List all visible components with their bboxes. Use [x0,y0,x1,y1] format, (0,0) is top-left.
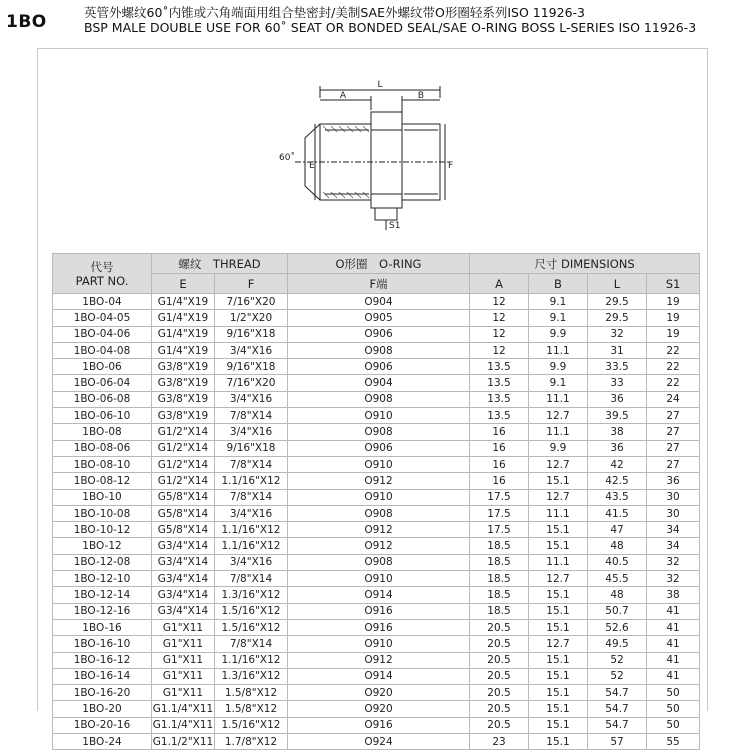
cell-oring: O910 [288,571,470,587]
cell-oring: O906 [288,326,470,342]
cell-s1: 41 [647,636,700,652]
cell-a: 16 [470,424,529,440]
cell-l: 43.5 [588,489,647,505]
cell-b: 9.9 [529,440,588,456]
cell-l: 54.7 [588,685,647,701]
cell-oring: O916 [288,717,470,733]
cell-e: G1/2"X14 [152,424,215,440]
cell-e: G3/8"X19 [152,359,215,375]
cell-a: 16 [470,473,529,489]
cell-b: 12.7 [529,571,588,587]
cell-s1: 27 [647,440,700,456]
cell-s1: 22 [647,342,700,358]
cell-s1: 32 [647,554,700,570]
header-f: F [215,274,288,294]
cell-b: 11.1 [529,424,588,440]
cell-b: 15.1 [529,603,588,619]
cell-f: 3/4"X16 [215,391,288,407]
cell-oring: O910 [288,456,470,472]
cell-a: 18.5 [470,554,529,570]
cell-oring: O914 [288,587,470,603]
cell-e: G5/8"X14 [152,522,215,538]
cell-s1: 41 [647,619,700,635]
label-a: A [339,91,347,101]
cell-part: 1BO-12 [53,538,152,554]
cell-part: 1BO-20-16 [53,717,152,733]
cell-s1: 38 [647,587,700,603]
cell-e: G1"X11 [152,668,215,684]
cell-part: 1BO-12-16 [53,603,152,619]
cell-f: 3/4"X16 [215,424,288,440]
label-s1: S1 [389,221,401,231]
cell-b: 11.1 [529,554,588,570]
cell-l: 36 [588,391,647,407]
cell-a: 13.5 [470,375,529,391]
table-row [53,375,700,391]
table-row [53,359,700,375]
cell-a: 20.5 [470,619,529,635]
cell-a: 16 [470,456,529,472]
cell-b: 15.1 [529,668,588,684]
cell-b: 12.7 [529,489,588,505]
label-f: F [448,161,454,171]
cell-oring: O908 [288,391,470,407]
header-b: B [529,274,588,294]
cell-part: 1BO-10 [53,489,152,505]
hex-flat [375,208,397,220]
table-row [53,701,700,717]
cell-part: 1BO-16-12 [53,652,152,668]
cell-l: 29.5 [588,294,647,310]
cell-a: 18.5 [470,571,529,587]
cell-s1: 30 [647,505,700,521]
cell-a: 20.5 [470,636,529,652]
cell-f: 7/8"X14 [215,456,288,472]
cell-b: 15.1 [529,734,588,750]
cell-part: 1BO-04-05 [53,310,152,326]
label-b: B [417,91,425,101]
cell-part: 1BO-12-08 [53,554,152,570]
cell-l: 36 [588,440,647,456]
cell-l: 29.5 [588,310,647,326]
cell-l: 48 [588,587,647,603]
cell-f: 9/16"X18 [215,326,288,342]
cell-f: 1.1/16"X12 [215,473,288,489]
cell-f: 3/4"X16 [215,342,288,358]
cell-part: 1BO-04-06 [53,326,152,342]
cell-l: 32 [588,326,647,342]
cell-f: 1.1/16"X12 [215,522,288,538]
cell-f: 9/16"X18 [215,359,288,375]
header-e: E [152,274,215,294]
cell-l: 54.7 [588,717,647,733]
table-row [53,652,700,668]
table-row [53,294,700,310]
table-row [53,342,700,358]
header-oring: O形圈 O-RING [288,254,470,274]
cell-f: 1.7/8"X12 [215,734,288,750]
cell-l: 33 [588,375,647,391]
title-english: BSP MALE DOUBLE USE FOR 60˚ SEAT OR BONDED SEAL/SAE O-RING BOSS L-SERIES ISO 11926-3 [84,20,697,35]
header-part [53,254,152,294]
cell-a: 20.5 [470,717,529,733]
cell-oring: O914 [288,668,470,684]
cell-oring: O920 [288,701,470,717]
cell-l: 52.6 [588,619,647,635]
cell-l: 39.5 [588,408,647,424]
cell-part: 1BO-16-20 [53,685,152,701]
cell-f: 1.5/8"X12 [215,685,288,701]
cell-l: 52 [588,668,647,684]
cell-a: 13.5 [470,359,529,375]
cell-s1: 19 [647,294,700,310]
table-row [53,424,700,440]
fitting-drawing [265,78,465,238]
cell-a: 20.5 [470,701,529,717]
cell-oring: O912 [288,538,470,554]
cell-e: G1/2"X14 [152,456,215,472]
cell-oring: O924 [288,734,470,750]
cell-f: 7/8"X14 [215,408,288,424]
cell-e: G1.1/2"X11 [152,734,215,750]
cell-e: G1"X11 [152,652,215,668]
cell-a: 18.5 [470,538,529,554]
cell-part: 1BO-04-08 [53,342,152,358]
table-row [53,522,700,538]
cell-oring: O912 [288,522,470,538]
table-row [53,685,700,701]
cell-e: G1"X11 [152,685,215,701]
cell-e: G1.1/4"X11 [152,701,215,717]
cell-part: 1BO-10-08 [53,505,152,521]
table-row [53,636,700,652]
cell-oring: O916 [288,619,470,635]
cell-part: 1BO-06-04 [53,375,152,391]
label-angle: 60˚ [279,153,295,163]
header-part-en: PART NO. [75,273,129,288]
cell-f: 3/4"X16 [215,505,288,521]
cell-s1: 36 [647,473,700,489]
cell-l: 45.5 [588,571,647,587]
cell-b: 9.9 [529,326,588,342]
table-row [53,734,700,750]
header-a: A [470,274,529,294]
cell-f: 7/16"X20 [215,294,288,310]
cell-a: 12 [470,342,529,358]
header-l: L [588,274,647,294]
cell-b: 15.1 [529,587,588,603]
table-row [53,587,700,603]
cell-part: 1BO-06-08 [53,391,152,407]
cell-f: 1.5/8"X12 [215,701,288,717]
cell-part: 1BO-16-14 [53,668,152,684]
header-s1: S1 [647,274,700,294]
cell-e: G3/8"X19 [152,375,215,391]
cell-s1: 19 [647,310,700,326]
cell-f: 1.5/16"X12 [215,603,288,619]
cell-oring: O908 [288,342,470,358]
cell-oring: O912 [288,652,470,668]
cell-s1: 24 [647,391,700,407]
cell-a: 20.5 [470,652,529,668]
cell-s1: 41 [647,603,700,619]
table-row [53,603,700,619]
header-part-cn: 代号 [90,259,114,274]
cell-l: 54.7 [588,701,647,717]
cell-part: 1BO-16-10 [53,636,152,652]
cell-s1: 32 [647,571,700,587]
cell-a: 20.5 [470,668,529,684]
cell-a: 18.5 [470,603,529,619]
cell-b: 15.1 [529,538,588,554]
cell-s1: 50 [647,717,700,733]
cell-s1: 22 [647,359,700,375]
cell-oring: O910 [288,408,470,424]
cell-oring: O912 [288,473,470,489]
cell-b: 11.1 [529,342,588,358]
cell-b: 9.1 [529,375,588,391]
cell-s1: 41 [647,652,700,668]
cell-part: 1BO-06-10 [53,408,152,424]
cell-oring: O908 [288,554,470,570]
cell-a: 17.5 [470,505,529,521]
cell-e: G1/4"X19 [152,326,215,342]
table-row [53,619,700,635]
cell-f: 1.3/16"X12 [215,587,288,603]
cell-a: 13.5 [470,408,529,424]
cell-s1: 27 [647,424,700,440]
cell-l: 33.5 [588,359,647,375]
cell-e: G3/4"X14 [152,554,215,570]
cell-e: G1.1/4"X11 [152,717,215,733]
cell-a: 17.5 [470,522,529,538]
cell-f: 7/8"X14 [215,571,288,587]
table-row [53,440,700,456]
cell-e: G3/4"X14 [152,571,215,587]
cell-s1: 27 [647,456,700,472]
table-row [53,571,700,587]
header-f-end: F端 [288,274,470,294]
cell-e: G1/2"X14 [152,473,215,489]
cell-e: G3/4"X14 [152,587,215,603]
cell-s1: 27 [647,408,700,424]
cell-s1: 50 [647,685,700,701]
cell-oring: O904 [288,294,470,310]
cell-part: 1BO-10-12 [53,522,152,538]
cell-f: 9/16"X18 [215,440,288,456]
cell-a: 17.5 [470,489,529,505]
cell-l: 47 [588,522,647,538]
cell-oring: O908 [288,424,470,440]
cell-part: 1BO-12-14 [53,587,152,603]
cell-b: 15.1 [529,652,588,668]
cell-l: 31 [588,342,647,358]
cell-s1: 22 [647,375,700,391]
cell-f: 1.3/16"X12 [215,668,288,684]
cell-part: 1BO-08 [53,424,152,440]
table-row [53,489,700,505]
cell-a: 16 [470,440,529,456]
header-dims: 尺寸 DIMENSIONS [470,254,700,274]
cell-e: G5/8"X14 [152,489,215,505]
cell-oring: O910 [288,636,470,652]
header-thread: 螺纹 THREAD [152,254,288,274]
cell-part: 1BO-08-12 [53,473,152,489]
cell-l: 52 [588,652,647,668]
cell-l: 57 [588,734,647,750]
cell-a: 13.5 [470,391,529,407]
table-row [53,310,700,326]
cell-oring: O910 [288,489,470,505]
label-l: L [377,80,383,90]
cell-oring: O906 [288,440,470,456]
cell-oring: O908 [288,505,470,521]
table-row [53,538,700,554]
table-body [53,294,700,750]
cell-b: 11.1 [529,391,588,407]
cell-part: 1BO-08-06 [53,440,152,456]
cell-part: 1BO-06 [53,359,152,375]
cell-l: 42 [588,456,647,472]
cell-s1: 55 [647,734,700,750]
cell-e: G1"X11 [152,636,215,652]
cell-l: 40.5 [588,554,647,570]
table-row [53,456,700,472]
cell-b: 9.1 [529,294,588,310]
cell-a: 12 [470,310,529,326]
cell-part: 1BO-20 [53,701,152,717]
cell-part: 1BO-08-10 [53,456,152,472]
cell-e: G1/4"X19 [152,294,215,310]
cell-f: 7/8"X14 [215,489,288,505]
title-chinese: 英管外螺纹60˚内锥或六角端面用组合垫密封/美制SAE外螺纹带O形圈轻系列ISO 11926-3 [84,5,585,20]
table-row [53,391,700,407]
cell-a: 12 [470,326,529,342]
cell-l: 48 [588,538,647,554]
cell-e: G1/4"X19 [152,310,215,326]
cell-oring: O904 [288,375,470,391]
cell-oring: O916 [288,603,470,619]
cell-s1: 19 [647,326,700,342]
cell-oring: O906 [288,359,470,375]
table-row [53,408,700,424]
cell-part: 1BO-04 [53,294,152,310]
cell-part: 1BO-24 [53,734,152,750]
cell-oring: O920 [288,685,470,701]
table-row [53,554,700,570]
cell-b: 11.1 [529,505,588,521]
cell-s1: 34 [647,538,700,554]
cell-f: 7/16"X20 [215,375,288,391]
cell-a: 12 [470,294,529,310]
cell-part: 1BO-12-10 [53,571,152,587]
cell-l: 42.5 [588,473,647,489]
cell-l: 41.5 [588,505,647,521]
cell-s1: 34 [647,522,700,538]
cell-b: 15.1 [529,717,588,733]
cell-b: 12.7 [529,408,588,424]
cell-b: 15.1 [529,685,588,701]
spec-table [52,253,700,750]
label-e: E [309,161,315,171]
cell-b: 12.7 [529,456,588,472]
cell-e: G3/4"X14 [152,603,215,619]
cell-a: 23 [470,734,529,750]
cell-e: G1"X11 [152,619,215,635]
cell-e: G3/8"X19 [152,408,215,424]
cell-e: G3/4"X14 [152,538,215,554]
table-row [53,473,700,489]
cell-b: 9.9 [529,359,588,375]
cell-a: 20.5 [470,685,529,701]
cell-f: 1.1/16"X12 [215,538,288,554]
cell-l: 50.7 [588,603,647,619]
cell-oring: O905 [288,310,470,326]
cell-l: 38 [588,424,647,440]
cell-e: G5/8"X14 [152,505,215,521]
table-row [53,668,700,684]
cell-a: 18.5 [470,587,529,603]
cell-e: G3/8"X19 [152,391,215,407]
cell-f: 1.5/16"X12 [215,619,288,635]
cell-s1: 50 [647,701,700,717]
cell-part: 1BO-16 [53,619,152,635]
cell-e: G1/4"X19 [152,342,215,358]
table-row [53,717,700,733]
cell-f: 3/4"X16 [215,554,288,570]
cell-b: 15.1 [529,619,588,635]
cell-f: 1/2"X20 [215,310,288,326]
table-row [53,505,700,521]
series-code: 1BO [6,12,47,32]
cell-s1: 41 [647,668,700,684]
cell-b: 15.1 [529,522,588,538]
cell-b: 12.7 [529,636,588,652]
cell-b: 15.1 [529,701,588,717]
cell-s1: 30 [647,489,700,505]
cell-b: 9.1 [529,310,588,326]
cell-f: 1.5/16"X12 [215,717,288,733]
cell-f: 1.1/16"X12 [215,652,288,668]
table-row [53,326,700,342]
cell-e: G1/2"X14 [152,440,215,456]
cell-l: 49.5 [588,636,647,652]
cell-f: 7/8"X14 [215,636,288,652]
cell-b: 15.1 [529,473,588,489]
